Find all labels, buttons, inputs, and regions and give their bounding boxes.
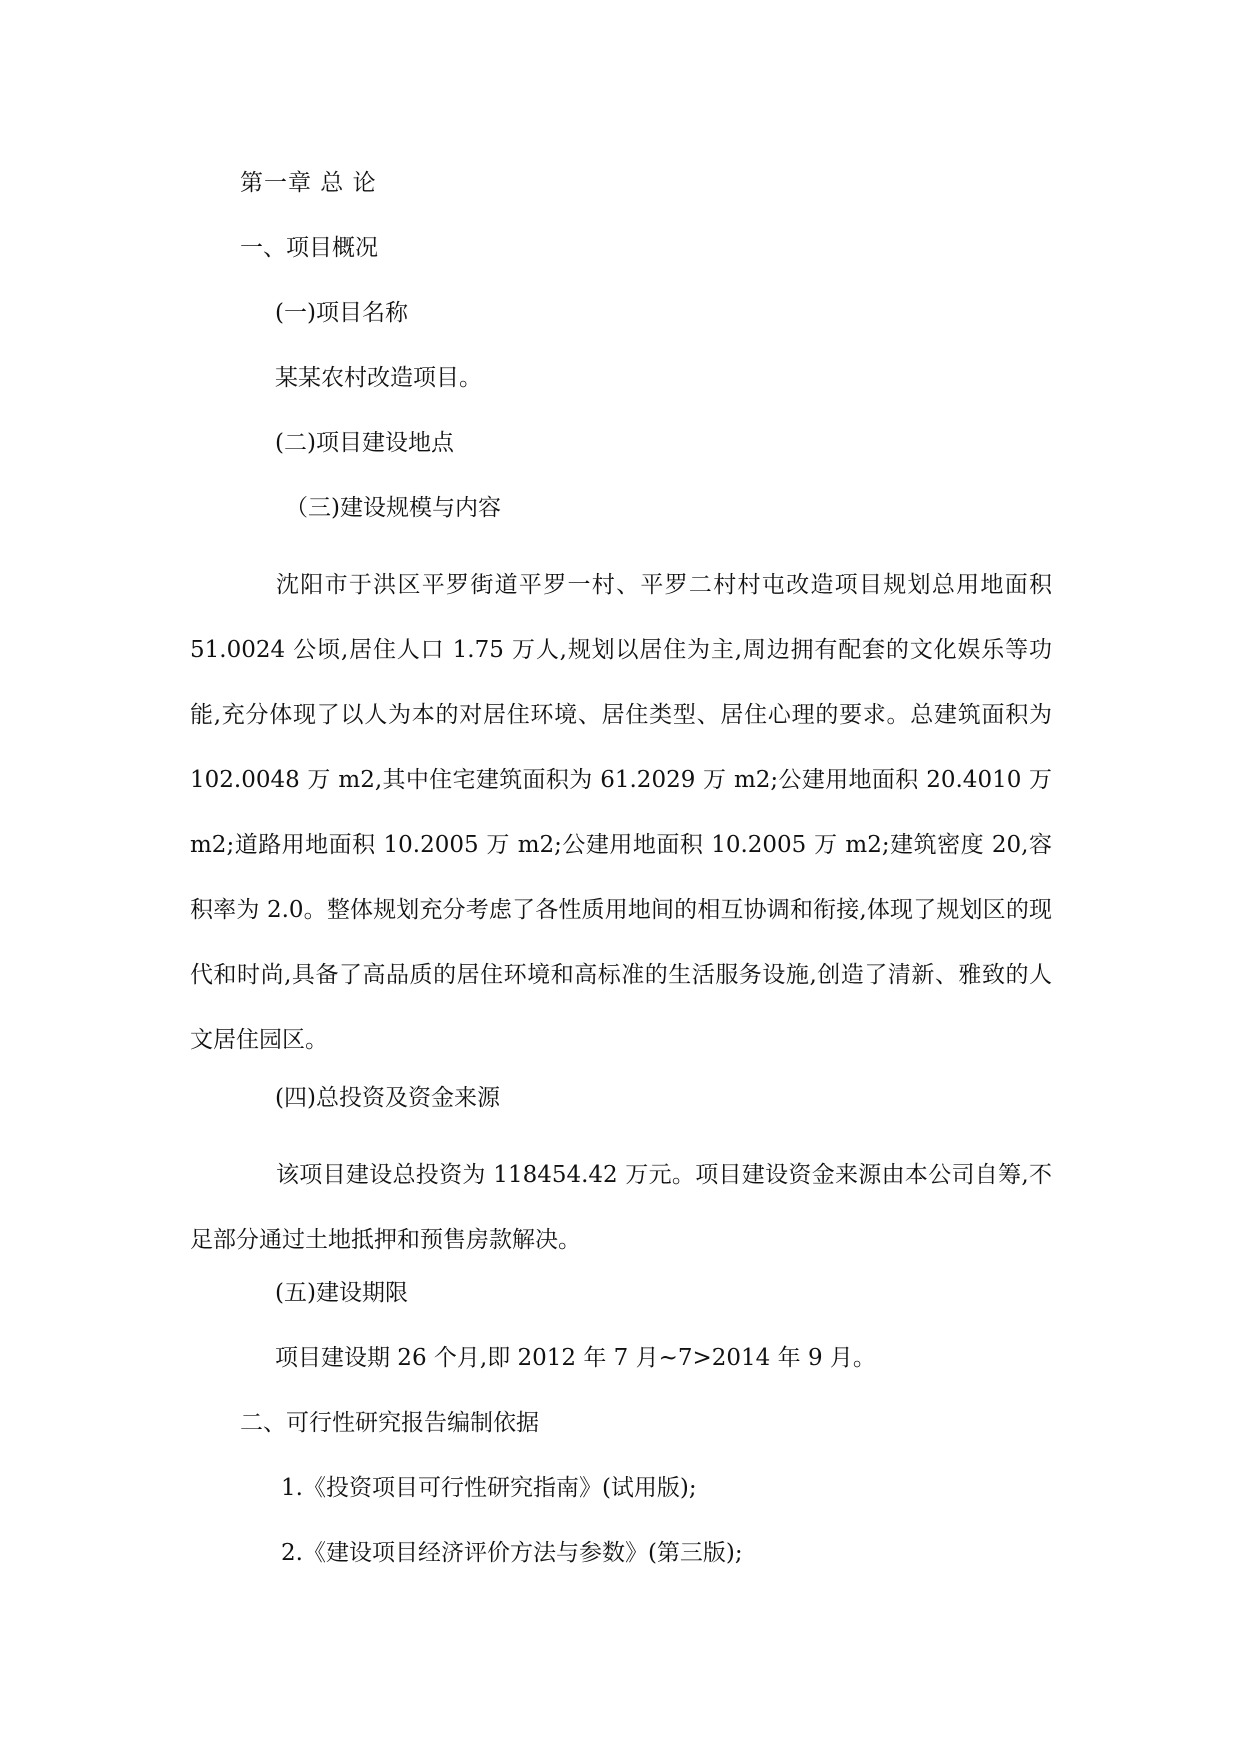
paragraph-project-name: 某某农村改造项目。 xyxy=(275,365,482,391)
subheading-investment: (四)总投资及资金来源 xyxy=(275,1085,500,1111)
paragraph-investment: 该项目建设总投资为 118454.42 万元。项目建设资金来源由本公司自筹,不足部分通过土地抵押和预售房款解决。 xyxy=(190,1162,1052,1253)
subheading-scale-content: （三)建设规模与内容 xyxy=(285,495,501,521)
chapter-title: 第一章 总 论 xyxy=(240,170,377,196)
paragraph-construction-period: 项目建设期 26 个月,即 2012 年 7 月~7>2014 年 9 月。 xyxy=(275,1345,876,1371)
reference-item: 2.《建设项目经济评价方法与参数》(第三版); xyxy=(281,1540,743,1566)
reference-item: 1.《投资项目可行性研究指南》(试用版); xyxy=(281,1475,697,1501)
subheading-construction-period: (五)建设期限 xyxy=(275,1280,408,1306)
subheading-project-site: (二)项目建设地点 xyxy=(275,430,454,456)
section-heading-project-overview: 一、项目概况 xyxy=(240,235,378,261)
section-heading-report-basis: 二、可行性研究报告编制依据 xyxy=(240,1410,539,1436)
paragraph-scale-content: 沈阳市于洪区平罗街道平罗一村、平罗二村村屯改造项目规划总用地面积 51.0024 公顷,居住人口 1.75 万人,规划以居住为主,周边拥有配套的文化娱乐等功能,充分体现了以人为本的对居住环境、居住类型、居住心理的要求。总建筑面积为 102.0048 万 m2,其中住宅建筑面积为 61.2029 万 m2;公建用地面积 20.4010 万 m2;道路用地面积 10.2005 万 m2;公建用地面积 10.2005 万 m2;建筑密度 20,容积率为 2.0。整体规划充分考虑了各性质用地间的相互协调和衔接,体现了规划区的现代和时尚,具备了高品质的居住环境和高标准的生活服务设施,创造了清新、雅致的人文居住园区。 xyxy=(190,572,1052,1053)
subheading-project-name: (一)项目名称 xyxy=(275,300,408,326)
